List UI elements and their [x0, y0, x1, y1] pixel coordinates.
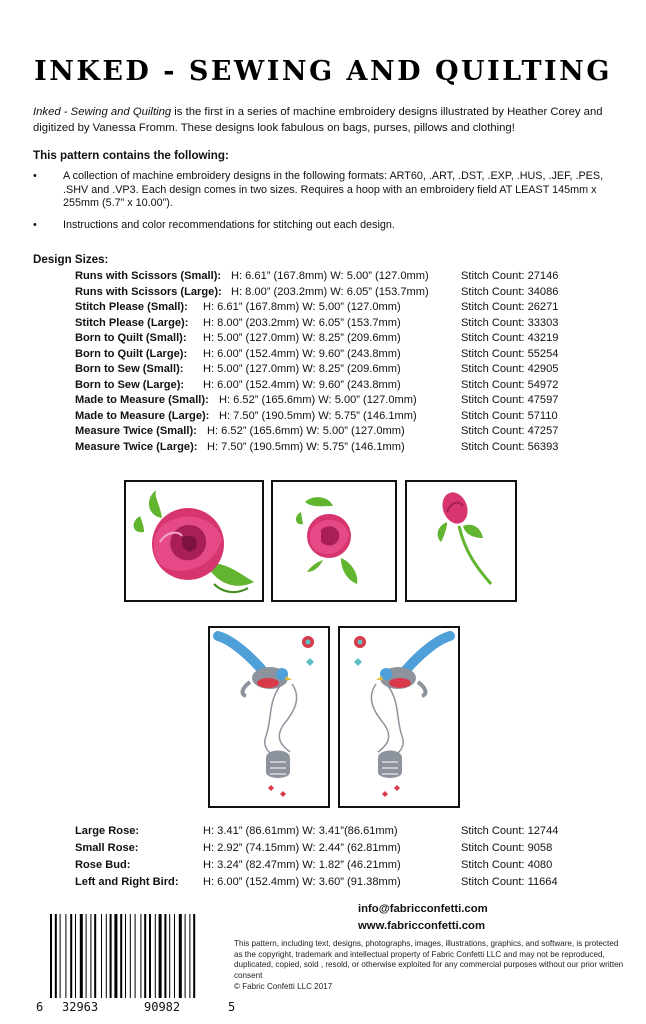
table-row — [0, 301, 646, 316]
table-row — [0, 270, 646, 285]
table-row — [0, 441, 646, 456]
table-row — [0, 363, 646, 378]
barcode-digit-last: 5 — [228, 1000, 236, 1014]
design-name: Measure Twice (Small): — [75, 425, 197, 437]
design-name: Left and Right Bird: — [75, 876, 179, 888]
legal-text: This pattern, including text, designs, photographs, images, illustrations, graphics, and software, is protected as the copyright, trademark and intellectual property of Fabric Confetti LLC and may not be reproduced, duplicated, copied, sold , resold, or otherwise exploited for any commercial purposes without our prior written consent — [234, 939, 624, 981]
stitch-count: Stitch Count: 47597 — [461, 394, 559, 406]
list-item-text: A collection of machine embroidery designs in the following formats: ART60, .ART, .DST, .EXP, .HUS, .JEF, .PES, .SHV and .VP3. Each design comes in two sizes. Requires a hoop with an embroidery field AT LEAST 145mm x 255mm (5.7” x 10.00”). — [63, 170, 604, 209]
barcode-icon — [48, 914, 218, 998]
design-name: Made to Measure (Large): — [75, 409, 210, 422]
design-dims: H: 8.00” (203.2mm) W: 6.05” (153.7mm) — [203, 316, 401, 329]
left-bird-icon — [210, 628, 328, 806]
intro-title: Inked - Sewing and Quilting — [33, 106, 172, 118]
right-bird-image — [338, 626, 460, 808]
design-name: Born to Quilt (Large): — [75, 347, 188, 360]
stitch-count: Stitch Count: 33303 — [461, 316, 559, 329]
design-name: Born to Sew (Small): — [75, 363, 184, 375]
design-name: Rose Bud: — [75, 859, 131, 871]
design-dims: H: 6.52” (165.6mm) W: 5.00” (127.0mm) — [219, 394, 417, 406]
stitch-count: Stitch Count: 43219 — [461, 332, 559, 344]
design-name: Stitch Please (Large): — [75, 316, 189, 329]
intro-text: is the first in a series of machine embroidery designs illustrated by Heather Corey and digitized by Vanessa Fromm. These designs look fabulous on bags, purses, pillows and clothing! — [33, 106, 603, 134]
bullet-icon: • — [33, 170, 37, 182]
stitch-count: Stitch Count: 42905 — [461, 363, 559, 375]
design-dims: H: 5.00” (127.0mm) W: 8.25” (209.6mm) — [203, 332, 401, 344]
stitch-count: Stitch Count: 26271 — [461, 301, 559, 313]
stitch-count: Stitch Count: 4080 — [461, 859, 553, 871]
stitch-count: Stitch Count: 11664 — [461, 876, 558, 888]
contents-list — [33, 170, 613, 240]
stitch-count: Stitch Count: 12744 — [461, 825, 559, 837]
design-name: Large Rose: — [75, 825, 140, 837]
contact-email[interactable]: info@fabricconfetti.com — [358, 903, 488, 915]
intro-paragraph — [33, 104, 623, 136]
table-row — [0, 348, 646, 363]
design-dims: H: 3.24” (82.47mm) W: 1.82” (46.21mm) — [203, 859, 401, 871]
contains-heading: This pattern contains the following: — [33, 149, 229, 162]
design-name: Measure Twice (Large): — [75, 440, 198, 453]
design-dims: H: 6.61” (167.8mm) W: 5.00” (127.0mm) — [203, 301, 401, 313]
design-dims: H: 8.00” (203.2mm) W: 6.05” (153.7mm) — [231, 285, 429, 298]
stitch-count: Stitch Count: 9058 — [461, 842, 553, 854]
table-row — [0, 842, 646, 858]
bullet-icon: • — [33, 218, 37, 231]
design-name: Stitch Please (Small): — [75, 301, 188, 313]
copyright-text: © Fabric Confetti LLC 2017 — [234, 981, 333, 991]
design-dims: H: 6.00” (152.4mm) W: 9.60” (243.8mm) — [203, 347, 401, 360]
stitch-count: Stitch Count: 47257 — [461, 425, 559, 437]
legal-notice — [234, 939, 626, 993]
design-name: Made to Measure (Small): — [75, 394, 209, 406]
design-dims: H: 6.61” (167.8mm) W: 5.00” (127.0mm) — [231, 270, 429, 282]
page-title: INKED - SEWING AND QUILTING — [34, 56, 612, 87]
table-row — [0, 332, 646, 347]
list-item — [33, 219, 613, 233]
table-row — [0, 859, 646, 875]
barcode-digit-group1: 32963 — [62, 1000, 99, 1014]
rose-bud-image — [405, 480, 517, 602]
stitch-count: Stitch Count: 57110 — [461, 409, 558, 422]
left-bird-image — [208, 626, 330, 808]
contact-website[interactable]: www.fabricconfetti.com — [358, 920, 486, 932]
design-dims: H: 2.92” (74.15mm) W: 2.44” (62.81mm) — [203, 842, 401, 854]
right-bird-icon — [340, 628, 458, 806]
design-dims: H: 6.52” (165.6mm) W: 5.00” (127.0mm) — [207, 425, 405, 437]
design-dims: H: 7.50” (190.5mm) W: 5.75” (146.1mm) — [207, 440, 405, 453]
table-row — [0, 379, 646, 394]
table-row — [0, 825, 646, 841]
design-name: Runs with Scissors (Small): — [75, 270, 222, 282]
table-row — [0, 394, 646, 409]
table-row — [0, 410, 646, 425]
stitch-count: Stitch Count: 54972 — [461, 378, 559, 391]
barcode-digit-group2: 90982 — [144, 1000, 181, 1014]
rose-bud-icon — [407, 482, 515, 600]
design-name: Born to Quilt (Small): — [75, 332, 187, 344]
barcode-digit-first: 6 — [36, 1000, 44, 1014]
table-row — [0, 425, 646, 440]
design-dims: H: 5.00” (127.0mm) W: 8.25” (209.6mm) — [203, 363, 401, 375]
table-row — [0, 876, 646, 892]
table-row — [0, 286, 646, 301]
design-name: Runs with Scissors (Large): — [75, 285, 222, 298]
large-rose-icon — [126, 482, 262, 600]
design-dims: H: 7.50” (190.5mm) W: 5.75” (146.1mm) — [219, 409, 417, 422]
design-dims: H: 6.00” (152.4mm) W: 3.60” (91.38mm) — [203, 876, 401, 888]
list-item-text: Instructions and color recommendations for stitching out each design. — [63, 218, 395, 231]
design-name: Born to Sew (Large): — [75, 378, 185, 391]
design-sizes-heading: Design Sizes: — [33, 253, 109, 266]
stitch-count: Stitch Count: 34086 — [461, 285, 559, 298]
small-rose-icon — [273, 482, 395, 600]
stitch-count: Stitch Count: 55254 — [461, 347, 559, 360]
small-rose-image — [271, 480, 397, 602]
table-row — [0, 317, 646, 332]
list-item — [33, 170, 613, 211]
design-dims: H: 3.41” (86.61mm) W: 3.41”(86.61mm) — [203, 825, 398, 837]
design-dims: H: 6.00” (152.4mm) W: 9.60” (243.8mm) — [203, 378, 401, 391]
large-rose-image — [124, 480, 264, 602]
design-name: Small Rose: — [75, 842, 139, 854]
stitch-count: Stitch Count: 56393 — [461, 440, 559, 453]
stitch-count: Stitch Count: 27146 — [461, 270, 559, 282]
